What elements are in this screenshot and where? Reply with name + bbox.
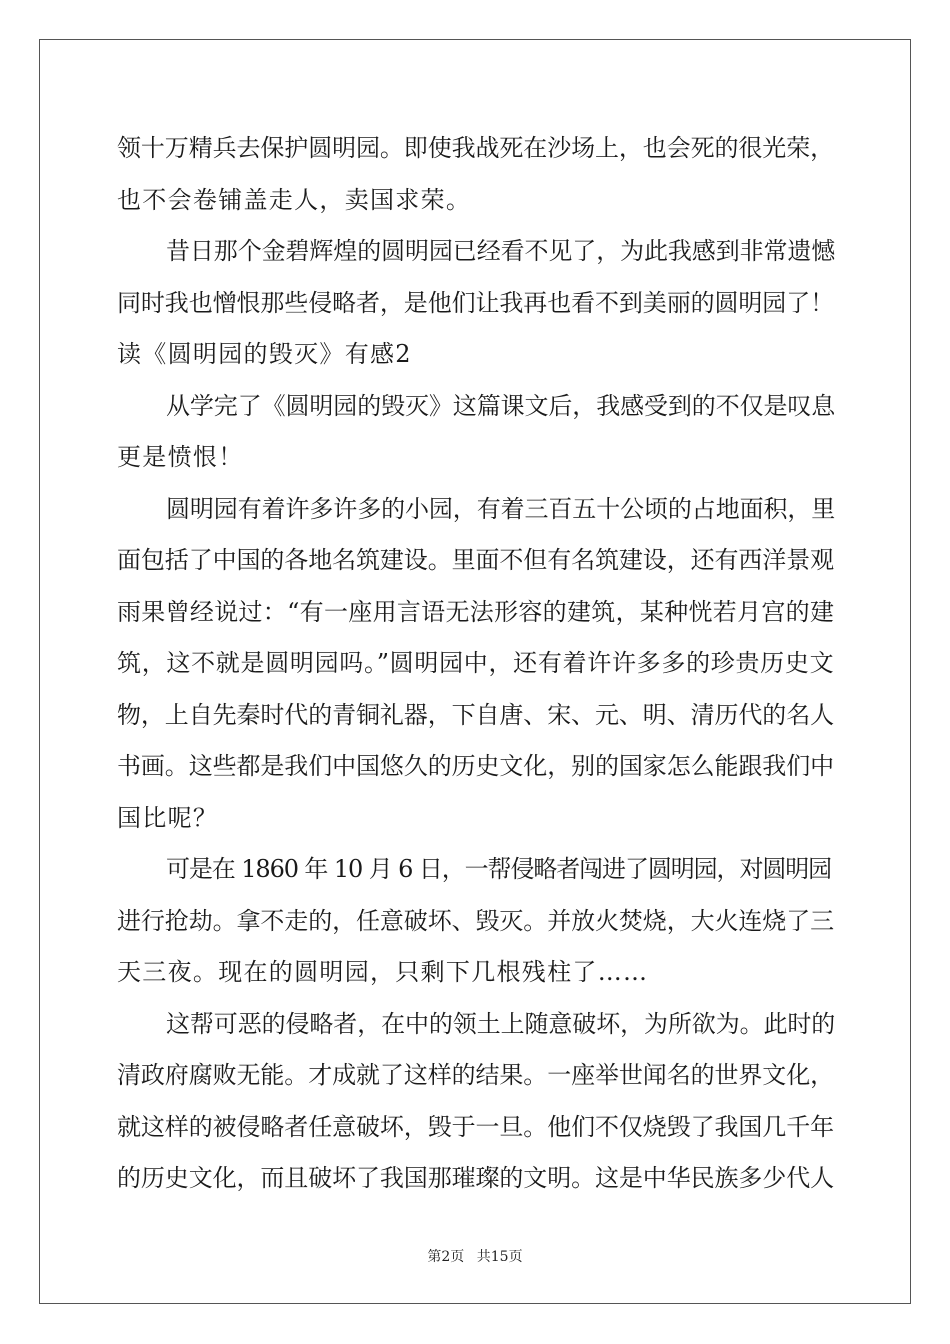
text-line: 圆明园有着许多许多的小园，有着三百五十公顷的占地面积，里 xyxy=(166,494,836,523)
text-line: 书画。这些都是我们中国悠久的历史文化，别的国家怎么能跟我们中 xyxy=(117,752,834,780)
page-number: 第2页 xyxy=(427,1249,465,1265)
text-line: 进行抢劫。拿不走的，任意破坏、毁灭。并放火焚烧，大火连烧了三 xyxy=(117,906,834,935)
text-line: 雨果曾经说过：“有一座用言语无法形容的建筑，某种恍若月宫的建 xyxy=(117,597,835,626)
text-line: 天三夜。现在的圆明园，只剩下几根残柱了…… xyxy=(117,958,649,986)
text-line: 同时我也憎恨那些侵略者，是他们让我再也看不到美丽的圆明园了！ xyxy=(117,288,834,317)
text-line: 面包括了中国的各地名筑建设。里面不但有名筑建设，还有西洋景观 xyxy=(117,546,834,574)
document-body xyxy=(117,123,837,1205)
page-footer xyxy=(0,1246,950,1266)
text-line: 读《圆明园的毁灭》有感2 xyxy=(117,340,412,368)
text-line: 也不会卷铺盖走人，卖国求荣。 xyxy=(117,185,472,214)
text-line: 可是在 1860 年 10 月 6 日，一帮侵略者闯进了圆明园，对圆明园 xyxy=(166,855,832,883)
text-line: 筑，这不就是圆明园吗。”圆明园中，还有着许许多多的珍贵历史文 xyxy=(117,649,835,677)
text-line: 清政府腐败无能。才成就了这样的结果。一座举世闻名的世界文化， xyxy=(117,1061,834,1089)
text-line: 昔日那个金碧辉煌的圆明园已经看不见了，为此我感到非常遗憾 xyxy=(166,237,836,265)
text-line: 更是愤恨！ xyxy=(117,443,244,471)
text-line: 物，上自先秦时代的青铜礼器，下自唐、宋、元、明、清历代的名人 xyxy=(117,700,834,729)
text-line: 国比呢？ xyxy=(117,803,219,832)
text-line: 就这样的被侵略者任意破坏，毁于一旦。他们不仅烧毁了我国几千年 xyxy=(117,1112,834,1141)
page-total: 共15页 xyxy=(476,1249,523,1265)
text-line: 的历史文化，而且破坏了我国那璀璨的文明。这是中华民族多少代人 xyxy=(117,1164,834,1192)
text-line: 领十万精兵去保护圆明园。即使我战死在沙场上，也会死的很光荣， xyxy=(117,134,834,162)
text-line: 这帮可恶的侵略者，在中的领土上随意破坏，为所欲为。此时的 xyxy=(166,1009,836,1038)
text-line: 从学完了《圆明园的毁灭》这篇课文后，我感受到的不仅是叹息 xyxy=(166,391,836,420)
